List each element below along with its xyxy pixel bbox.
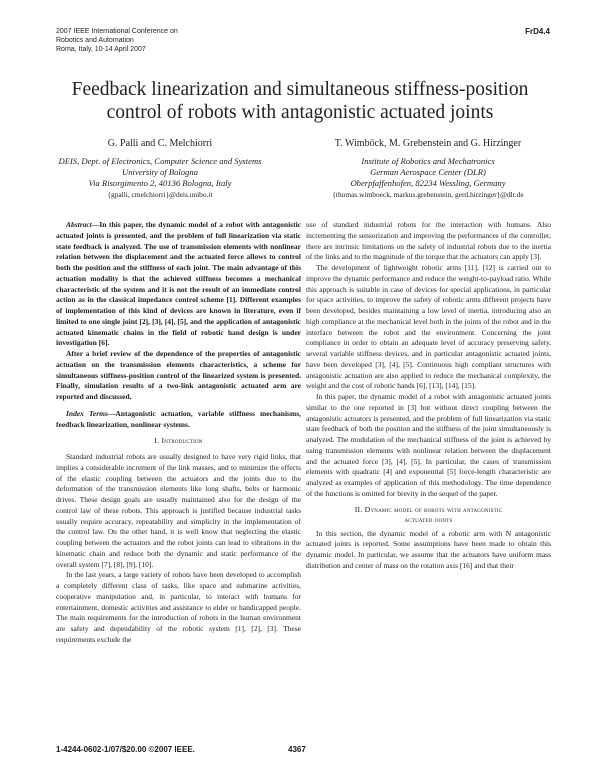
left-column <box>56 220 301 646</box>
abstract-paragraph <box>56 220 301 349</box>
author-email: {thomas.wimboeck, markus.grebenstein, gerd.hirzinger}@dlr.de <box>332 190 524 199</box>
index-terms <box>56 409 301 431</box>
conference-line: Robotics and Automation <box>56 37 134 44</box>
body-paragraph: In the last years, a large variety of robots have been developed to accomplish a completely different class of tasks, like space and submarine activities, cooperative manipulation and, in particular, to interact with humans for entertainment, domestic activities and assistance to elder or handicapped people. The main requirements for the introduction of robots in the human environment are safety and dependability of the robotic system [1], [2], [3]. These requirements exclude the <box>56 570 301 644</box>
author-block-right <box>298 138 558 200</box>
affiliation-line: German Aerospace Center (DLR) <box>370 167 486 177</box>
title-line: Feedback linearization and simultaneous stiffness-position <box>71 79 529 100</box>
conference-line: Roma, Italy, 10-14 April 2007 <box>56 46 146 53</box>
author-email: {gpalli, cmelchiorri}@deis.unibo.it <box>107 190 213 199</box>
index-terms-dash: — <box>107 408 116 418</box>
right-column <box>306 220 551 572</box>
body-paragraph: In this paper, the dynamic model of a robot with antagonistic actuated joints similar to the one reported in [3] but without direct coupling between the antagonistic actuators is presented, and the problem of full linearization via static state feedback of both the position and the stiffness of the joint simultaneously is analyzed. The modulation of the mechanical stiffness of the joint is achieved by using transmission elements with nonlinear relation between the displacement and the actuated force [3], [4], [5]. In particular, the cases of transmission elements with quadratic [4] and exponential [5] force-length characteristic are analyzed as examples of application of this methodology. The time dependence of the functions is omitted for brevity in the sequel of the paper. <box>306 392 551 498</box>
paper-code: FrD4.4 <box>525 27 550 36</box>
footer-isbn: 1-4244-0602-1/07/$20.00 ©2007 IEEE. <box>56 745 195 754</box>
affiliation-line: DEIS, Dept. of Electronics, Computer Science and Systems <box>58 156 262 166</box>
body-paragraph: use of standard industrial robots for the interaction with humans. Also incrementing the sensorization and improving the performances of the controller, there are intrinsic limitations on the safety of industrial robots due to the inertia of the links and to the magnitude of the torque that the actuators can apply [3]. <box>306 220 551 262</box>
author-names: T. Wimböck, M. Grebenstein and G. Hirzinger <box>334 138 522 149</box>
page-number: 4367 <box>288 745 306 754</box>
body-paragraph: Standard industrial robots are usually designed to have very rigid links, that implies a considerable increment of the link masses, and to minimize the effects of the elastic coupling between the actuators and the joints due to the deformation of the transmission elements like long shafts, belts or harmonic drives. These design goals are usually maintained also for the design of the control law of these robots. This approach is justified because industrial tasks usually require accuracy, repeatability and simplicity in the implementation of the control law. On the other hand, it is well know that neglecting the elastic coupling between the actuators and the robot joints can lead to vibrations in the kinematic chain and reduce both the dynamic and static performance of the overall system [7], [8], [9], [10]. <box>56 452 301 569</box>
section-heading-line: II. Dynamic model of robots with antagonistic <box>354 504 503 514</box>
author-names: G. Palli and C. Melchiorri <box>107 138 213 149</box>
affiliation-line: University of Bologna <box>122 167 198 177</box>
section-heading <box>306 505 551 525</box>
section-heading-line: actuated joints <box>404 514 453 524</box>
abstract-paragraph: After a brief review of the dependence of the properties of antagonistic actuation on the transmission elements characteristics, a scheme for simultaneous stiffness-position control of the linearized system is presented. Finally, simulation results of a two-link antagonistic actuated arm are reported and discussed. <box>56 349 301 401</box>
title-line: control of robots with antagonistic actuated joints <box>106 102 494 123</box>
conference-info <box>56 27 178 54</box>
abstract-label: Abstract <box>66 220 92 229</box>
affiliation-line: Oberpfaffenhofen, 82234 Wessling, Germany <box>350 178 506 188</box>
affiliation-line: Via Risorgimento 2, 40136 Bologna, Italy <box>88 178 232 188</box>
body-paragraph: In this section, the dynamic model of a robotic arm with N antagonistic actuated joints is reported. Some assumptions have been made to obtain this dynamic model. In particular, we assume that the actuators have uniform mass distribution and center of mass on the rotation axis [16] and that their <box>306 528 551 570</box>
body-paragraph: The development of lightweight robotic arms [11], [12] is carried out to improve the dynamic performance and reduce the weight-to-payload ratio. While this approach is suitable in case of devices for special applications, in particular for space activities, to improve the safety of robotic arms different projects have been developed, besides maintaining a low level of inertia, introducing also an high compliance at the mechanical level both in the joints of the robot and in the interface between the robot and the environment. Concerning the joint compliance in order to obtain an adequate level of accuracy preserving safety, several variable stiffness devices, and in particular antagonistic actuated joints, have been developed [3], [4], [5]. Continuous high compliant structures with antagonistic actuation are also applied to reduce the mechanical complexity, the weight and the cost of robotic hands [6], [13], [14], [15]. <box>306 263 551 391</box>
section-heading: I. Introduction <box>154 436 203 446</box>
affiliation-line: Institute of Robotics and Mechatronics <box>361 156 495 166</box>
index-terms-label: Index Terms <box>66 408 108 418</box>
abstract-text: In this paper, the dynamic model of a robot with antagonistic actuated joints is presented, and the problem of full linearization via static state feedback is analyzed. The use of transmission elements with nonlinear relation between the displacement and the actuated force allows to control both the position and the stiffness of each joint. The main advantage of this actuation modality is that the achieved stiffness becomes a mechanical characteristic of the system and it is not the result of an immediate control action as in the classical impedance control scheme [1]. Different examples of implementation of this kind of devices are known in literature, even if limited to one single joint [2], [3], [4], [5], and the application of antagonistic actuated kinematic chains in the field of robotic hand design is under investigation [6]. <box>56 220 301 348</box>
conference-line: 2007 IEEE International Conference on <box>56 28 178 35</box>
index-terms-text: Antagonistic actuation, variable stiffness mechanisms, feedback linearization, nonlinear systems. <box>56 408 302 429</box>
author-block-left <box>30 138 290 200</box>
abstract-dash: — <box>91 220 100 229</box>
paper-title <box>40 78 560 124</box>
